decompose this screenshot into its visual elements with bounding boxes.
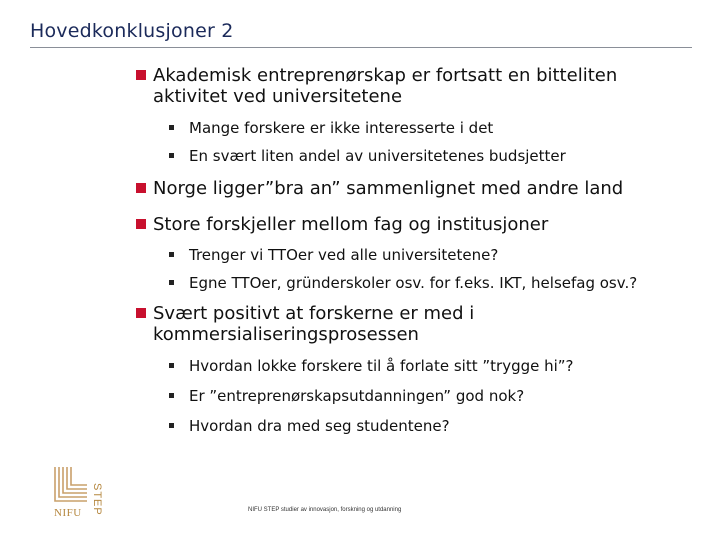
- sub-bullet-text: Hvordan dra med seg studentene?: [189, 417, 450, 435]
- sub-bullet-text: Trenger vi TTOer ved alle universitetene?: [189, 246, 499, 264]
- sub-bullet-text: Mange forskere er ikke interesserte i det: [189, 119, 494, 137]
- bullet-item: [136, 303, 696, 345]
- logo-name-text: NIFU: [54, 507, 82, 519]
- sub-bullet-text: En svært liten andel av universitetenes budsjetter: [189, 147, 566, 165]
- bullet-square-icon: [136, 183, 146, 193]
- sub-bullet-text: Egne TTOer, gründerskoler osv. for f.eks. IKT, helsefag osv.?: [189, 274, 638, 292]
- sub-bullet-square-icon: [169, 153, 174, 158]
- sub-bullet-square-icon: [169, 363, 174, 368]
- sub-bullet-square-icon: [169, 280, 174, 285]
- sub-bullet-item: [169, 387, 696, 405]
- bullet-text: Svært positivt at forskerne er med i kommersialiseringsprosessen: [153, 303, 475, 345]
- sub-bullet-text: Hvordan lokke forskere til å forlate sitt ”trygge hi”?: [189, 357, 574, 375]
- sub-bullet-item: [169, 119, 696, 137]
- sub-bullet-square-icon: [169, 393, 174, 398]
- bullet-square-icon: [136, 308, 146, 318]
- sub-bullet-item: [169, 417, 696, 435]
- bullet-list: [136, 65, 696, 435]
- slide-title: Hovedkonklusjoner 2: [30, 20, 234, 42]
- sub-bullet-square-icon: [169, 125, 174, 130]
- bullet-text: Store forskjeller mellom fag og institusjoner: [153, 214, 549, 235]
- title-divider: [30, 47, 692, 48]
- bullet-square-icon: [136, 70, 146, 80]
- bullet-text: Norge ligger”bra an” sammenlignet med andre land: [153, 178, 624, 199]
- footer-text: NIFU STEP studier av innovasjon, forskning og utdanning: [248, 507, 402, 513]
- logo-sub-text: STEP: [91, 483, 103, 516]
- sub-bullet-item: [169, 147, 696, 165]
- sub-bullet-item: [169, 357, 696, 375]
- bullet-item: [136, 214, 696, 235]
- sub-bullet-item: [169, 274, 696, 292]
- nifu-step-logo: [51, 465, 113, 525]
- sub-bullet-text: Er ”entreprenørskapsutdanningen” god nok?: [189, 387, 525, 405]
- sub-bullet-item: [169, 246, 696, 264]
- bullet-item: [136, 178, 696, 199]
- bullet-item: [136, 65, 696, 107]
- sub-bullet-square-icon: [169, 423, 174, 428]
- logo-mark-icon: [51, 465, 91, 505]
- bullet-text: Akademisk entreprenørskap er fortsatt en bitteliten aktivitet ved universitetene: [153, 65, 618, 107]
- sub-bullet-square-icon: [169, 252, 174, 257]
- bullet-square-icon: [136, 219, 146, 229]
